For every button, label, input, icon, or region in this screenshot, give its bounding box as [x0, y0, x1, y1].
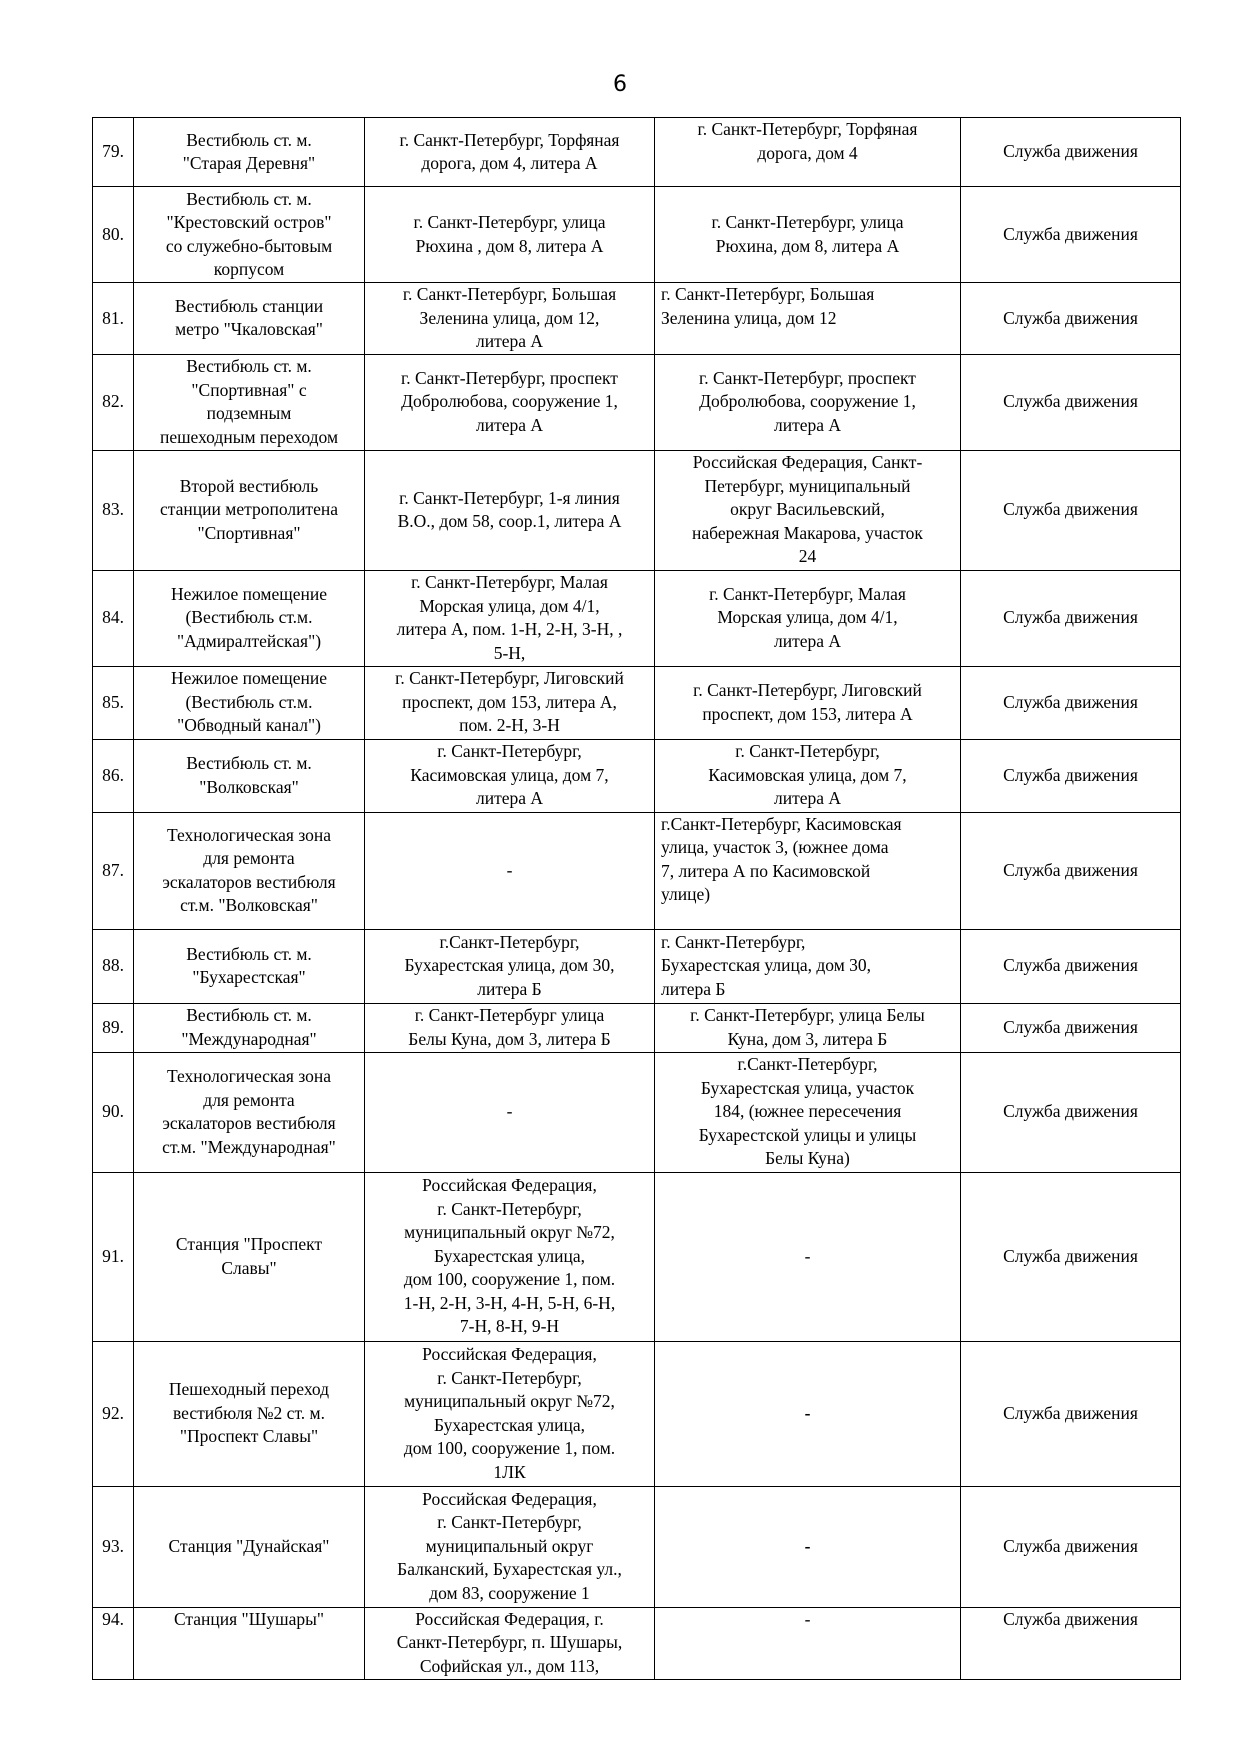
facility-location: г. Санкт-Петербург, улица Рюхина, дом 8, литера А: [655, 187, 961, 283]
responsible-unit: Служба движения: [961, 1172, 1181, 1341]
facility-location: -: [655, 1607, 961, 1679]
facility-location: г. Санкт-Петербург, Лиговский проспект, дом 153, литера А: [655, 666, 961, 739]
facility-location: г. Санкт-Петербург, Торфяная дорога, дом 4: [655, 118, 961, 187]
table-row: [93, 354, 1181, 450]
facility-name: Вестибюль ст. м. "Бухарестская": [134, 929, 365, 1003]
facility-address: Российская Федерация, г. Санкт-Петербург, муниципальный округ №72, Бухарестская улица, дом 100, сооружение 1, пом. 1-Н, 2-Н, 3-Н, 4-Н, 5-Н, 6-Н, 7-Н, 8-Н, 9-Н: [365, 1172, 655, 1341]
row-number: 90.: [93, 1052, 134, 1172]
facility-location: г. Санкт-Петербург, Бухарестская улица, дом 30, литера Б: [655, 929, 961, 1003]
table-row: [93, 1486, 1181, 1607]
facility-name: Станция "Проспект Славы": [134, 1172, 365, 1341]
facility-address: г. Санкт-Петербург, проспект Добролюбова, сооружение 1, литера А: [365, 354, 655, 450]
facility-name: Вестибюль ст. м. "Волковская": [134, 739, 365, 812]
row-number: 91.: [93, 1172, 134, 1341]
facility-location: Российская Федерация, Санкт- Петербург, муниципальный округ Васильевский, набережная Макарова, участок 24: [655, 450, 961, 570]
responsible-unit: Служба движения: [961, 1486, 1181, 1607]
facility-name: Технологическая зона для ремонта эскалаторов вестибюля ст.м. "Волковская": [134, 812, 365, 929]
table-row: [93, 1172, 1181, 1341]
responsible-unit: Служба движения: [961, 1003, 1181, 1052]
facility-address: Российская Федерация, г. Санкт-Петербург, муниципальный округ Балканский, Бухарестская ул., дом 83, сооружение 1: [365, 1486, 655, 1607]
table-row: [93, 187, 1181, 283]
facility-address: Российская Федерация, г. Санкт-Петербург, муниципальный округ №72, Бухарестская улица, дом 100, сооружение 1, пом. 1ЛК: [365, 1341, 655, 1486]
table-row: [93, 812, 1181, 929]
responsible-unit: Служба движения: [961, 666, 1181, 739]
facility-name: Пешеходный переход вестибюля №2 ст. м. "Проспект Славы": [134, 1341, 365, 1486]
facility-address: г. Санкт-Петербург, Торфяная дорога, дом 4, литера А: [365, 118, 655, 187]
row-number: 83.: [93, 450, 134, 570]
facility-location: г. Санкт-Петербург, Большая Зеленина улица, дом 12: [655, 283, 961, 355]
table-row: [93, 570, 1181, 666]
page-number: 6: [613, 72, 627, 97]
facility-address: г. Санкт-Петербург, 1-я линия В.О., дом 58, соор.1, литера А: [365, 450, 655, 570]
table-row: [93, 118, 1181, 187]
table-row: [93, 1341, 1181, 1486]
facility-address: г. Санкт-Петербург, Малая Морская улица, дом 4/1, литера А, пом. 1-Н, 2-Н, 3-Н, , 5-Н,: [365, 570, 655, 666]
responsible-unit: Служба движения: [961, 187, 1181, 283]
responsible-unit: Служба движения: [961, 283, 1181, 355]
facility-address: г.Санкт-Петербург, Бухарестская улица, дом 30, литера Б: [365, 929, 655, 1003]
facility-location: г. Санкт-Петербург, улица Белы Куна, дом 3, литера Б: [655, 1003, 961, 1052]
facility-name: Вестибюль ст. м. "Международная": [134, 1003, 365, 1052]
facility-name: Вестибюль станции метро "Чкаловская": [134, 283, 365, 355]
facility-address: г. Санкт-Петербург, улица Рюхина , дом 8, литера А: [365, 187, 655, 283]
facility-location: -: [655, 1341, 961, 1486]
facility-location: г. Санкт-Петербург, Малая Морская улица, дом 4/1, литера А: [655, 570, 961, 666]
row-number: 87.: [93, 812, 134, 929]
row-number: 88.: [93, 929, 134, 1003]
facility-name: Нежилое помещение (Вестибюль ст.м. "Адмиралтейская"): [134, 570, 365, 666]
facility-address: -: [365, 1052, 655, 1172]
facility-name: Технологическая зона для ремонта эскалаторов вестибюля ст.м. "Международная": [134, 1052, 365, 1172]
facility-address: г. Санкт-Петербург, Большая Зеленина улица, дом 12, литера А: [365, 283, 655, 355]
row-number: 92.: [93, 1341, 134, 1486]
table-row: [93, 1003, 1181, 1052]
row-number: 81.: [93, 283, 134, 355]
row-number: 93.: [93, 1486, 134, 1607]
facility-name: Вестибюль ст. м. "Старая Деревня": [134, 118, 365, 187]
facility-location: г. Санкт-Петербург, проспект Добролюбова, сооружение 1, литера А: [655, 354, 961, 450]
responsible-unit: Служба движения: [961, 929, 1181, 1003]
responsible-unit: Служба движения: [961, 1607, 1181, 1679]
responsible-unit: Служба движения: [961, 1341, 1181, 1486]
facility-name: Вестибюль ст. м. "Спортивная" с подземным пешеходным переходом: [134, 354, 365, 450]
table-row: [93, 666, 1181, 739]
table-row: [93, 283, 1181, 355]
table-row: [93, 450, 1181, 570]
facility-name: Станция "Дунайская": [134, 1486, 365, 1607]
responsible-unit: Служба движения: [961, 450, 1181, 570]
facilities-table: [92, 117, 1181, 1680]
responsible-unit: Служба движения: [961, 1052, 1181, 1172]
facility-name: Станция "Шушары": [134, 1607, 365, 1679]
responsible-unit: Служба движения: [961, 354, 1181, 450]
facility-location: -: [655, 1486, 961, 1607]
facility-name: Вестибюль ст. м. "Крестовский остров" со служебно-бытовым корпусом: [134, 187, 365, 283]
responsible-unit: Служба движения: [961, 118, 1181, 187]
facility-location: -: [655, 1172, 961, 1341]
facility-name: Нежилое помещение (Вестибюль ст.м. "Обводный канал"): [134, 666, 365, 739]
row-number: 86.: [93, 739, 134, 812]
row-number: 80.: [93, 187, 134, 283]
responsible-unit: Служба движения: [961, 812, 1181, 929]
facility-address: -: [365, 812, 655, 929]
table-row: [93, 739, 1181, 812]
row-number: 82.: [93, 354, 134, 450]
row-number: 79.: [93, 118, 134, 187]
row-number: 94.: [93, 1607, 134, 1679]
row-number: 85.: [93, 666, 134, 739]
table-row: [93, 1607, 1181, 1679]
facility-address: г. Санкт-Петербург, Касимовская улица, дом 7, литера А: [365, 739, 655, 812]
table-row: [93, 929, 1181, 1003]
facility-name: Второй вестибюль станции метрополитена "Спортивная": [134, 450, 365, 570]
responsible-unit: Служба движения: [961, 570, 1181, 666]
row-number: 84.: [93, 570, 134, 666]
facility-address: г. Санкт-Петербург улица Белы Куна, дом 3, литера Б: [365, 1003, 655, 1052]
facility-address: Российская Федерация, г. Санкт-Петербург, п. Шушары, Софийская ул., дом 113,: [365, 1607, 655, 1679]
table-row: [93, 1052, 1181, 1172]
facility-location: г.Санкт-Петербург, Бухарестская улица, участок 184, (южнее пересечения Бухарестской улицы и улицы Белы Куна): [655, 1052, 961, 1172]
responsible-unit: Служба движения: [961, 739, 1181, 812]
facility-location: г.Санкт-Петербург, Касимовская улица, участок 3, (южнее дома 7, литера А по Касимовской улице): [655, 812, 961, 929]
facility-address: г. Санкт-Петербург, Лиговский проспект, дом 153, литера А, пом. 2-Н, 3-Н: [365, 666, 655, 739]
facility-location: г. Санкт-Петербург, Касимовская улица, дом 7, литера А: [655, 739, 961, 812]
row-number: 89.: [93, 1003, 134, 1052]
